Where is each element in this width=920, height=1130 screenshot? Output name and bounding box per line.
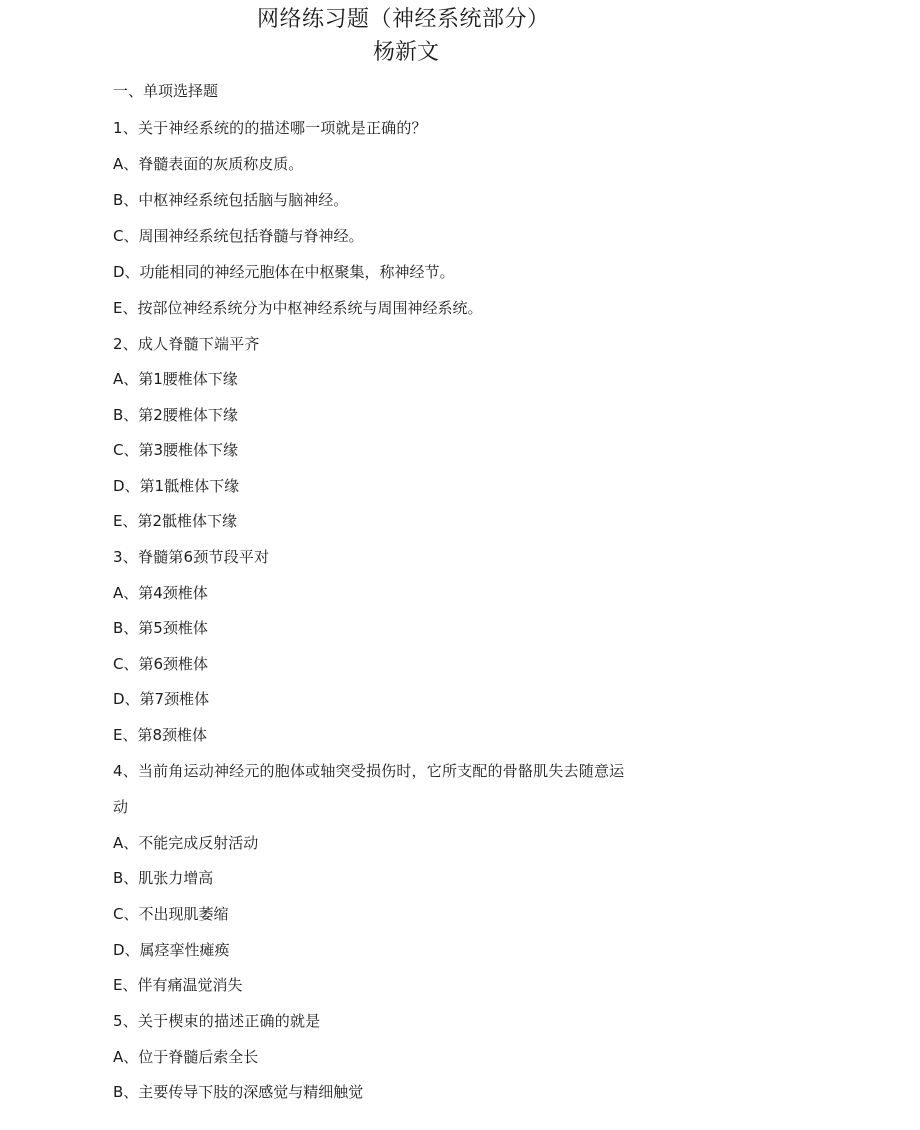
question-1: 1、关于神经系统的的描述哪一项就是正确的？ <box>113 119 427 137</box>
option-5a: A、位于脊髓后索全长 <box>113 1048 259 1066</box>
question-2: 2、成人脊髓下端平齐 <box>113 335 260 353</box>
option-3c: C、第6颈椎体 <box>113 655 209 673</box>
option-3a: A、第4颈椎体 <box>113 584 208 602</box>
option-3d: D、第7颈椎体 <box>113 690 210 708</box>
option-2c: C、第3腰椎体下缘 <box>113 441 239 459</box>
option-1b: B、中枢神经系统包括脑与脑神经。 <box>113 191 349 209</box>
option-2e: E、第2骶椎体下缘 <box>113 512 238 530</box>
option-1d: D、功能相同的神经元胞体在中枢聚集，称神经节。 <box>113 263 455 281</box>
option-1c: C、周围神经系统包括脊髓与脊神经。 <box>113 227 364 245</box>
question-4: 4、当前角运动神经元的胞体或轴突受损伤时，它所支配的骨骼肌失去随意运 <box>113 762 625 780</box>
option-4b: B、肌张力增高 <box>113 869 214 887</box>
question-3: 3、脊髓第6颈节段平对 <box>113 548 270 566</box>
option-4c: C、不出现肌萎缩 <box>113 905 229 923</box>
option-4e: E、伴有痛温觉消失 <box>113 976 243 994</box>
option-1e: E、按部位神经系统分为中枢神经系统与周围神经系统。 <box>113 299 483 317</box>
author-name: 杨新文 <box>373 40 440 65</box>
option-4a: A、不能完成反射活动 <box>113 834 259 852</box>
question-4-continuation: 动 <box>113 798 129 816</box>
option-2b: B、第2腰椎体下缘 <box>113 406 238 424</box>
option-3b: B、第5颈椎体 <box>113 619 208 637</box>
option-1a: A、脊髓表面的灰质称皮质。 <box>113 155 304 173</box>
section-heading: 一、单项选择题 <box>113 82 219 100</box>
option-2a: A、第1腰椎体下缘 <box>113 370 238 388</box>
option-4d: D、属痉挛性瘫痪 <box>113 941 230 959</box>
document-title: 网络练习题（神经系统部分） <box>257 7 550 32</box>
option-3e: E、第8颈椎体 <box>113 726 208 744</box>
option-5b: B、主要传导下肢的深感觉与精细触觉 <box>113 1083 364 1101</box>
question-5: 5、关于楔束的描述正确的就是 <box>113 1012 321 1030</box>
option-2d: D、第1骶椎体下缘 <box>113 477 240 495</box>
